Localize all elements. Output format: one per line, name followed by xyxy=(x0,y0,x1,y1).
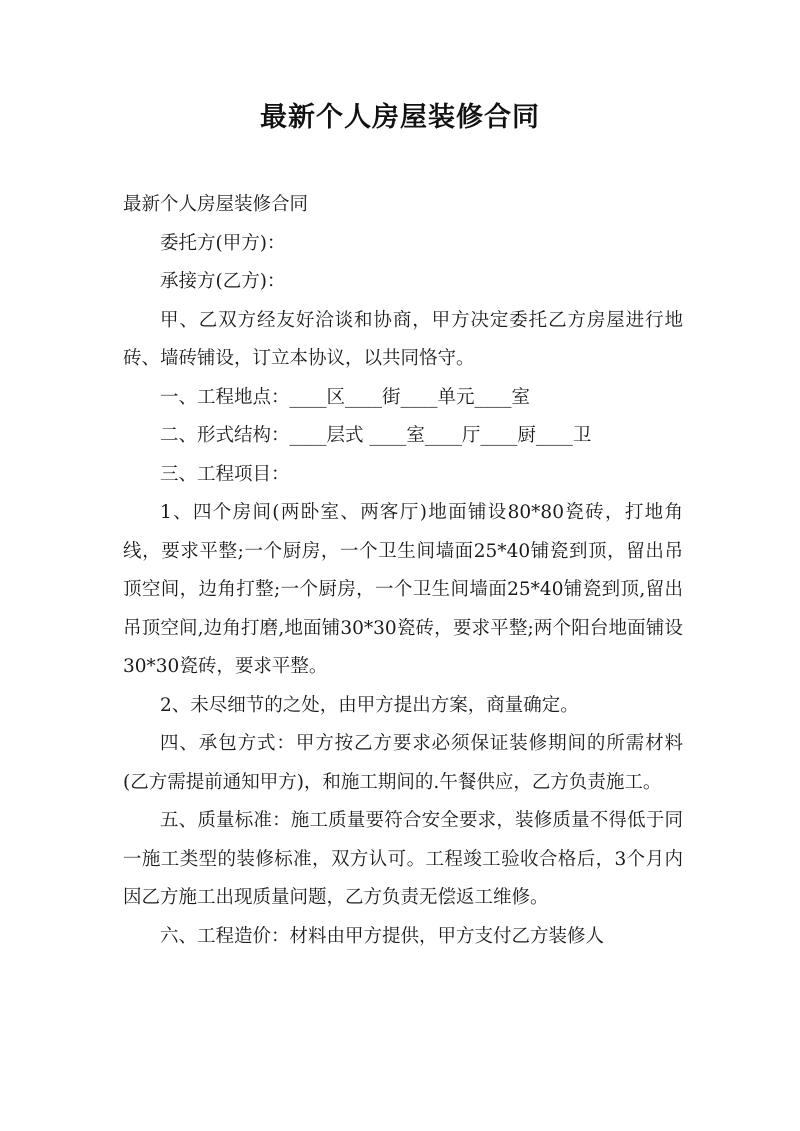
project-location-line: 一、工程地点：____区____街____单元____室 xyxy=(160,386,531,408)
document-body xyxy=(123,186,683,956)
client-party-line: 委托方(甲方)： xyxy=(160,232,286,254)
body-heading: 最新个人房屋装修合同 xyxy=(123,194,309,215)
project-item-2: 2、未尽细节的之处，由甲方提出方案，商量确定。 xyxy=(160,694,579,716)
project-items-heading: 三、工程项目： xyxy=(160,463,290,485)
quality-standard-paragraph: 五、质量标准：施工质量要符合安全要求，装修质量不得低于同一施工类型的装修标准，双方认可。工程竣工验收合格后，3个月内因乙方施工出现质量问题，乙方负责无偿返工维修。 xyxy=(123,810,683,908)
structure-form-line: 二、形式结构：____层式 ____室____厅____厨____卫 xyxy=(160,425,592,446)
document-title: 最新个人房屋装修合同 xyxy=(260,102,540,133)
project-item-1: 1、四个房间(两卧室、两客厅)地面铺设80*80瓷砖，打地角线，要求平整;一个厨房，一个卫生间墙面25*40铺瓷到顶，留出吊顶空间，边角打整;一个厨房，一个卫生间墙面25*40铺瓷到顶,留出吊顶空间,边角打磨,地面铺30*30瓷砖，要求平整;两个阳台地面铺设30*30瓷砖，要求平整。 xyxy=(123,502,683,677)
contract-method-paragraph: 四、承包方式：甲方按乙方要求必须保证装修期间的所需材料(乙方需提前通知甲方)，和施工期间的.午餐供应，乙方负责施工。 xyxy=(123,733,683,793)
contractor-party-line: 承接方(乙方)： xyxy=(160,271,286,292)
intro-paragraph: 甲、乙双方经友好洽谈和协商，甲方决定委托乙方房屋进行地砖、墙砖铺设，订立本协议，以共同恪守。 xyxy=(123,309,683,369)
project-cost-paragraph: 六、工程造价：材料由甲方提供，甲方支付乙方装修人 xyxy=(160,925,605,947)
